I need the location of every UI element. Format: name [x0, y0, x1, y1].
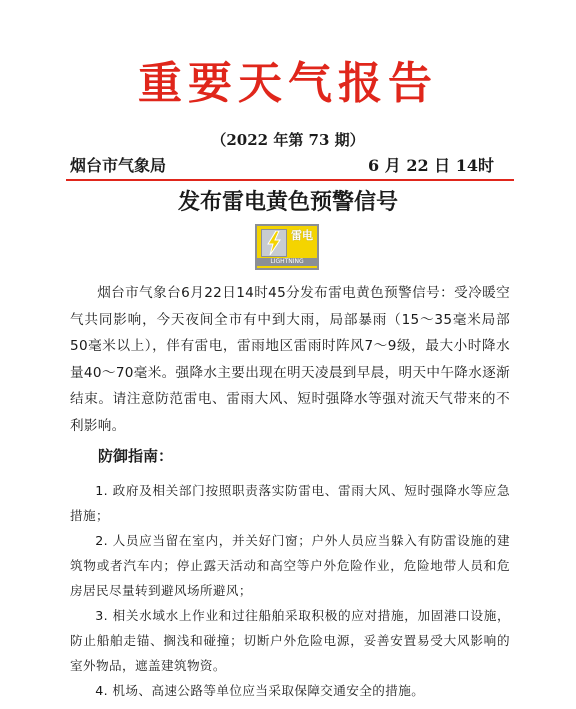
report-title: 重要天气报告 — [138, 58, 438, 109]
signal-label-en: LIGHTNING — [257, 258, 317, 266]
issue-number: （2022 年第 73 期） — [211, 131, 365, 149]
warning-headline: 发布雷电黄色预警信号 — [177, 189, 398, 215]
guide-item: 2. 人员应当留在室内，并关好门窗；户外人员应当躲入有防雷设施的建筑物或者汽车内；停止露天活动和高空等户外危险作业，危险地带人员和危房居民尽量转到避风场所避风； — [70, 533, 510, 598]
warning-body: 烟台市气象台6月22日14时45分发布雷电黄色预警信号：受冷暖空气共同影响，今天夜间全市有中到大雨，局部暴雨（15～35毫米局部50毫米以上），伴有雷电，雷雨地区雷雨时阵风7～9级，最大小时降水量40～70毫米。强降水主要出现在明天凌晨到早晨，明天中午降水逐渐结束。请注意防范雷电、雷雨大风、短时强降水等强对流天气带来的不利影响。 — [70, 285, 510, 434]
guide-item: 4. 机场、高速公路等单位应当采取保障交通安全的措施。 — [95, 683, 425, 698]
defense-guide-title: 防御指南： — [98, 447, 174, 465]
guide-item: 1. 政府及相关部门按照职责落实防雷电、雷雨大风、短时强降水等应急措施； — [70, 483, 510, 523]
issue-time: 6 月 22 日 14时 — [368, 156, 494, 175]
lightning-yellow-warning-icon — [255, 224, 319, 270]
issuing-bureau: 烟台市气象局 — [70, 156, 167, 175]
guide-item: 3. 相关水域水上作业和过往船舶采取积极的应对措施，加固港口设施，防止船舶走锚、搁浅和碰撞；切断户外危险电源，妥善安置易受大风影响的室外物品，遮盖建筑物资。 — [70, 608, 510, 673]
lightning-bolt-icon — [261, 229, 287, 257]
defense-guide-list — [70, 478, 510, 703]
header-divider — [66, 179, 514, 181]
signal-label-cn: 雷电 — [291, 229, 313, 242]
